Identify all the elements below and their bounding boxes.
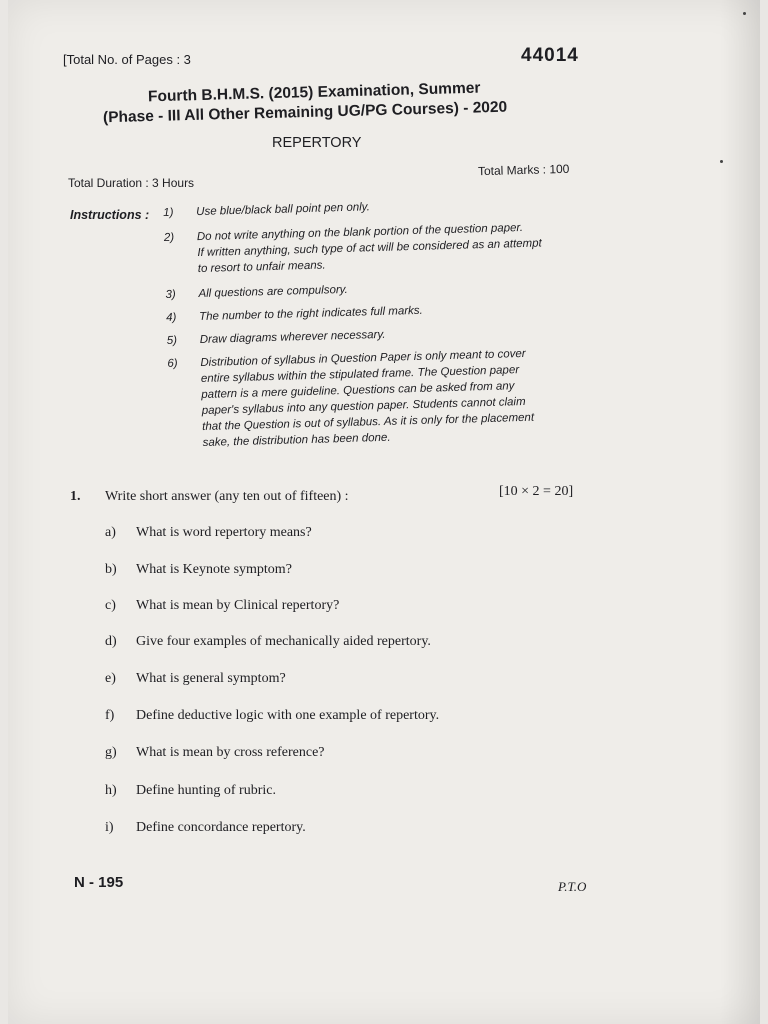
instruction-number: 1) <box>163 206 174 219</box>
sub-question-letter: i) <box>105 820 114 835</box>
sub-question <box>105 525 312 541</box>
sub-question-letter: h) <box>105 783 117 798</box>
footer-pto: P.T.O <box>558 879 587 894</box>
sub-question-letter: c) <box>105 598 116 613</box>
sub-question-text: Define hunting of rubric. <box>136 783 276 798</box>
instruction-text: The number to the right indicates full marks. <box>198 304 423 324</box>
total-duration: Total Duration : 3 Hours <box>68 176 195 190</box>
instruction-item <box>167 344 600 452</box>
instruction-text: Use blue/black ball point pen only. <box>196 201 370 219</box>
sub-question-letter: b) <box>105 562 117 577</box>
sub-question <box>105 562 292 578</box>
total-marks: Total Marks : 100 <box>477 161 570 179</box>
instruction-number: 6) <box>167 357 178 370</box>
sub-question-text: Give four examples of mechanically aided repertory. <box>136 634 431 649</box>
scan-speck <box>720 160 723 163</box>
page-edge-shadow <box>720 0 760 1024</box>
instruction-text: Do not write anything on the blank portion of the question paper. If written anything, such type of act will be considered as an attempt to resort to unfair means. <box>196 221 542 276</box>
instruction-item <box>163 193 593 221</box>
question-number: 1. <box>70 489 81 504</box>
sub-question <box>105 745 325 761</box>
sub-question <box>105 671 286 687</box>
subject-title: REPERTORY <box>272 135 362 151</box>
instructions-list <box>163 193 600 461</box>
instruction-item <box>164 218 595 278</box>
sub-question <box>105 708 439 724</box>
instruction-number: 3) <box>165 288 176 301</box>
scan-speck <box>743 12 746 15</box>
sub-question-letter: f) <box>105 708 115 723</box>
sub-question-letter: g) <box>105 745 117 760</box>
total-pages: [Total No. of Pages : 3 <box>63 52 191 67</box>
instruction-number: 4) <box>165 311 177 324</box>
exam-sheet <box>8 0 760 1024</box>
sub-question-letter: e) <box>105 671 116 686</box>
question-text: Write short answer (any ten out of fifteen) : <box>105 489 349 504</box>
sub-question <box>105 820 306 836</box>
exam-title: Fourth B.H.M.S. (2015) Examination, Summer <box>147 79 481 106</box>
sub-question-text: What is mean by cross reference? <box>136 745 325 760</box>
question-marks: [10 × 2 = 20] <box>499 484 574 499</box>
instruction-number: 5) <box>166 334 178 347</box>
instruction-number: 2) <box>163 231 175 244</box>
footer-paper-code: N - 195 <box>74 874 124 891</box>
instruction-text: Draw diagrams wherever necessary. <box>199 328 386 347</box>
paper-code: 44014 <box>521 45 579 66</box>
sub-question-letter: d) <box>105 634 117 649</box>
sub-question <box>105 634 431 650</box>
sub-question-text: What is general symptom? <box>136 671 286 686</box>
sub-question-text: Define deductive logic with one example of repertory. <box>136 708 440 723</box>
sub-question-text: What is Keynote symptom? <box>136 562 292 577</box>
instruction-text: All questions are compulsory. <box>198 283 348 301</box>
sub-question-letter: a) <box>105 525 116 540</box>
sub-question-text: Define concordance repertory. <box>136 820 306 835</box>
instructions-label: Instructions : <box>70 208 150 222</box>
sub-question-text: What is mean by Clinical repertory? <box>136 598 340 613</box>
sub-question-text: What is word repertory means? <box>136 525 312 540</box>
sub-question <box>105 783 276 799</box>
exam-subtitle: (Phase - III All Other Remaining UG/PG Courses) - 2020 <box>102 98 508 127</box>
instruction-text: Distribution of syllabus in Question Paper is only meant to cover entire syllabus within the stipulated frame. The Question paper pattern is a mere guideline. Questions can be asked from any paper's syllabus into any question paper. Students cannot claim that the Question is out of syllabus. As it is only for the placement sake, the distribution has been done. <box>200 347 535 449</box>
sub-question <box>105 598 339 614</box>
